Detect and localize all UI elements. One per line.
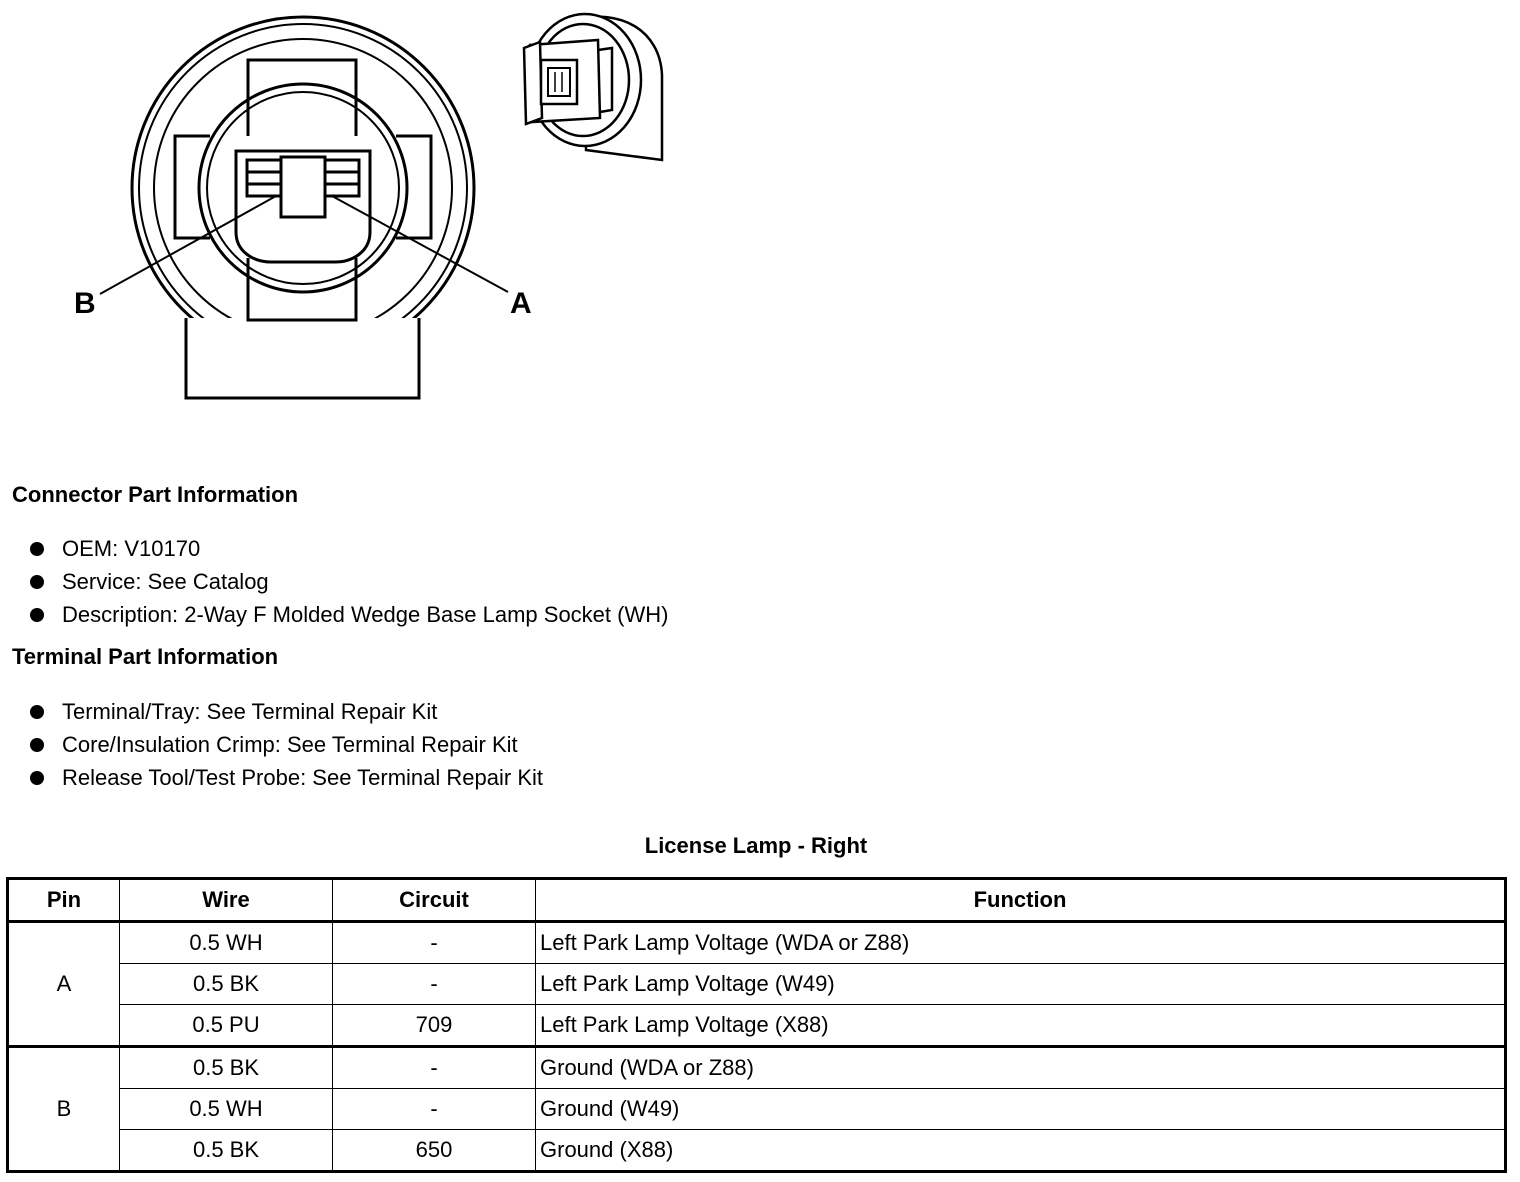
function-cell: Ground (X88) [536,1130,1506,1172]
circuit-cell: - [333,1089,536,1130]
connector-part-list [28,536,668,635]
wire-cell: 0.5 WH [120,1089,333,1130]
list-item: Service: See Catalog [28,569,668,602]
pin-cell: A [8,922,120,1047]
function-cell: Left Park Lamp Voltage (X88) [536,1005,1506,1047]
circuit-cell: - [333,1047,536,1089]
table-row [8,922,1506,964]
circuit-cell: 650 [333,1130,536,1172]
bullet-icon [30,542,44,556]
connector-diagram [0,0,700,420]
list-item: Terminal/Tray: See Terminal Repair Kit [28,699,543,732]
bullet-icon [30,608,44,622]
function-cell: Ground (W49) [536,1089,1506,1130]
pin-cell: B [8,1047,120,1172]
table-row [8,1047,1506,1089]
terminal-part-heading: Terminal Part Information [12,644,279,669]
bullet-icon [30,575,44,589]
table-header-row [8,879,1506,922]
bullet-icon [30,771,44,785]
bullet-icon [30,705,44,719]
list-item: Release Tool/Test Probe: See Terminal Repair Kit [28,765,543,798]
header-circuit: Circuit [333,879,536,922]
list-item: Description: 2-Way F Molded Wedge Base Lamp Socket (WH) [28,602,668,635]
connector-part-heading: Connector Part Information [12,482,299,507]
wire-cell: 0.5 BK [120,964,333,1005]
circuit-cell: 709 [333,1005,536,1047]
header-pin: Pin [8,879,120,922]
wire-cell: 0.5 WH [120,922,333,964]
terminal-part-list [28,699,543,798]
table-row [8,1089,1506,1130]
pinout-table [6,877,1507,1173]
circuit-cell: - [333,964,536,1005]
table-title: License Lamp - Right [644,833,868,858]
socket-thumbnail [524,14,662,160]
table-row [8,964,1506,1005]
list-item: Core/Insulation Crimp: See Terminal Repair Kit [28,732,543,765]
pin-label-a: A [510,287,532,320]
wire-cell: 0.5 BK [120,1047,333,1089]
pin-label-b: B [74,287,96,320]
wire-cell: 0.5 PU [120,1005,333,1047]
function-cell: Left Park Lamp Voltage (W49) [536,964,1506,1005]
function-cell: Left Park Lamp Voltage (WDA or Z88) [536,922,1506,964]
wire-cell: 0.5 BK [120,1130,333,1172]
header-wire: Wire [120,879,333,922]
socket-base [186,318,419,398]
circuit-cell: - [333,922,536,964]
bullet-icon [30,738,44,752]
list-item: OEM: V10170 [28,536,668,569]
table-row [8,1005,1506,1047]
function-cell: Ground (WDA or Z88) [536,1047,1506,1089]
table-row [8,1130,1506,1172]
header-function: Function [536,879,1506,922]
